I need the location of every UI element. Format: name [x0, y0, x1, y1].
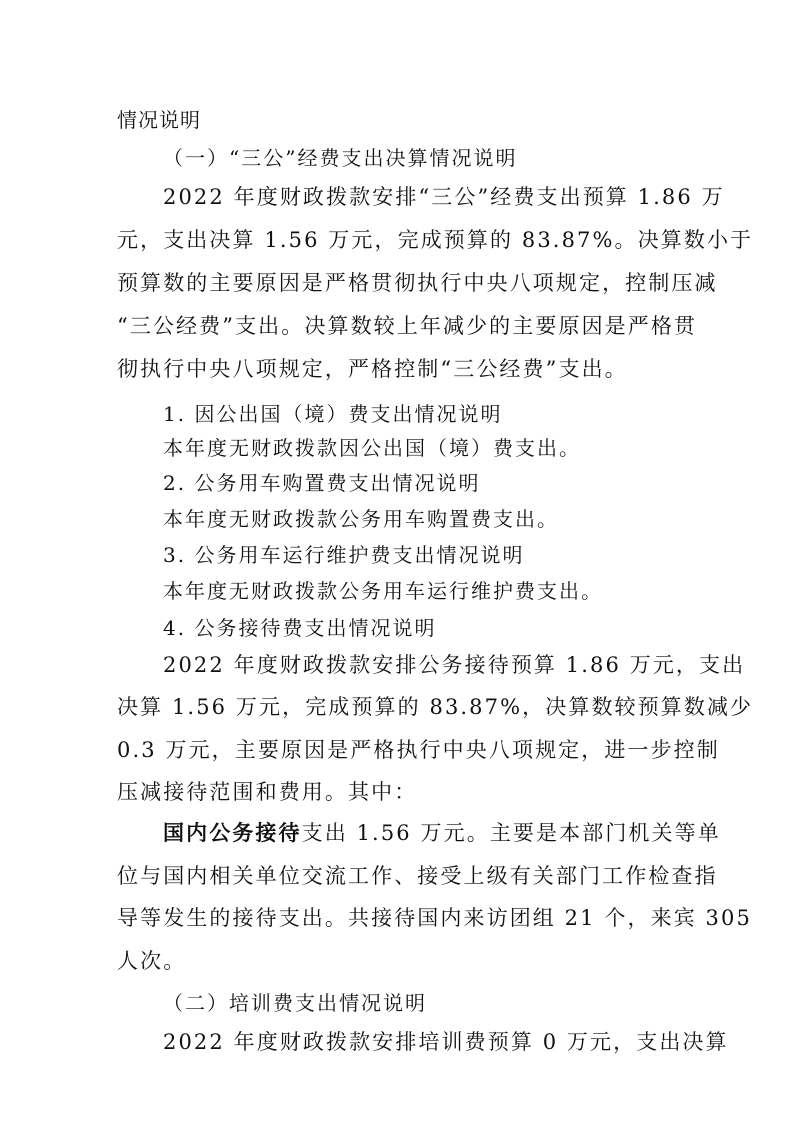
paragraph-1-line: 彻执行中央八项规定，严格控制“三公经费”支出。 — [117, 357, 628, 381]
item-2-heading: 2. 公务用车购置费支出情况说明 — [163, 471, 481, 495]
section-1-heading: （一）“三公”经费支出决算情况说明 — [163, 146, 518, 170]
item-4-line: 2022 年度财政拨款安排公务接待预算 1.86 万元，支出 — [163, 653, 746, 677]
page-title: 情况说明 — [117, 108, 201, 132]
item-3-heading: 3. 公务用车运行维护费支出情况说明 — [163, 543, 525, 567]
item-1-text: 本年度无财政拨款因公出国（境）费支出。 — [163, 436, 581, 460]
item-4-line: 0.3 万元，主要原因是严格执行中央八项规定，进一步控制 — [117, 738, 720, 762]
item-4-heading: 4. 公务接待费支出情况说明 — [163, 616, 437, 640]
paragraph-1-line: 2022 年度财政拨款安排“三公”经费支出预算 1.86 万 — [163, 185, 725, 209]
paragraph-1-line: 预算数的主要原因是严格贯彻执行中央八项规定，控制压减 — [117, 271, 718, 295]
paragraph-1-line: “三公经费”支出。决算数较上年减少的主要原因是严格贯 — [117, 314, 698, 338]
item-2-text: 本年度无财政拨款公务用车购置费支出。 — [163, 507, 559, 531]
item-3-text: 本年度无财政拨款公务用车运行维护费支出。 — [163, 579, 603, 603]
domestic-reception-line: 导等发生的接待支出。共接待国内来访团组 21 个，来宾 305 — [117, 906, 752, 930]
item-1-heading: 1. 因公出国（境）费支出情况说明 — [163, 402, 503, 426]
domestic-reception-text: 支出 1.56 万元。主要是本部门机关等单 — [301, 821, 721, 845]
domestic-reception-line — [163, 823, 721, 844]
domestic-reception-line: 人次。 — [117, 949, 187, 973]
domestic-reception-label: 国内公务接待 — [163, 821, 302, 845]
section-2-heading: （二）培训费支出情况说明 — [163, 991, 427, 1015]
domestic-reception-line: 位与国内相关单位交流工作、接受上级有关部门工作检查指 — [117, 864, 718, 888]
paragraph-1-line: 元，支出决算 1.56 万元，完成预算的 83.87%。决算数小于 — [117, 228, 754, 252]
item-4-line: 压减接待范围和费用。其中： — [117, 780, 418, 804]
paragraph-last-line: 2022 年度财政拨款安排培训费预算 0 万元，支出决算 — [163, 1030, 729, 1054]
item-4-line: 决算 1.56 万元，完成预算的 83.87%，决算数较预算数减少 — [117, 695, 754, 719]
